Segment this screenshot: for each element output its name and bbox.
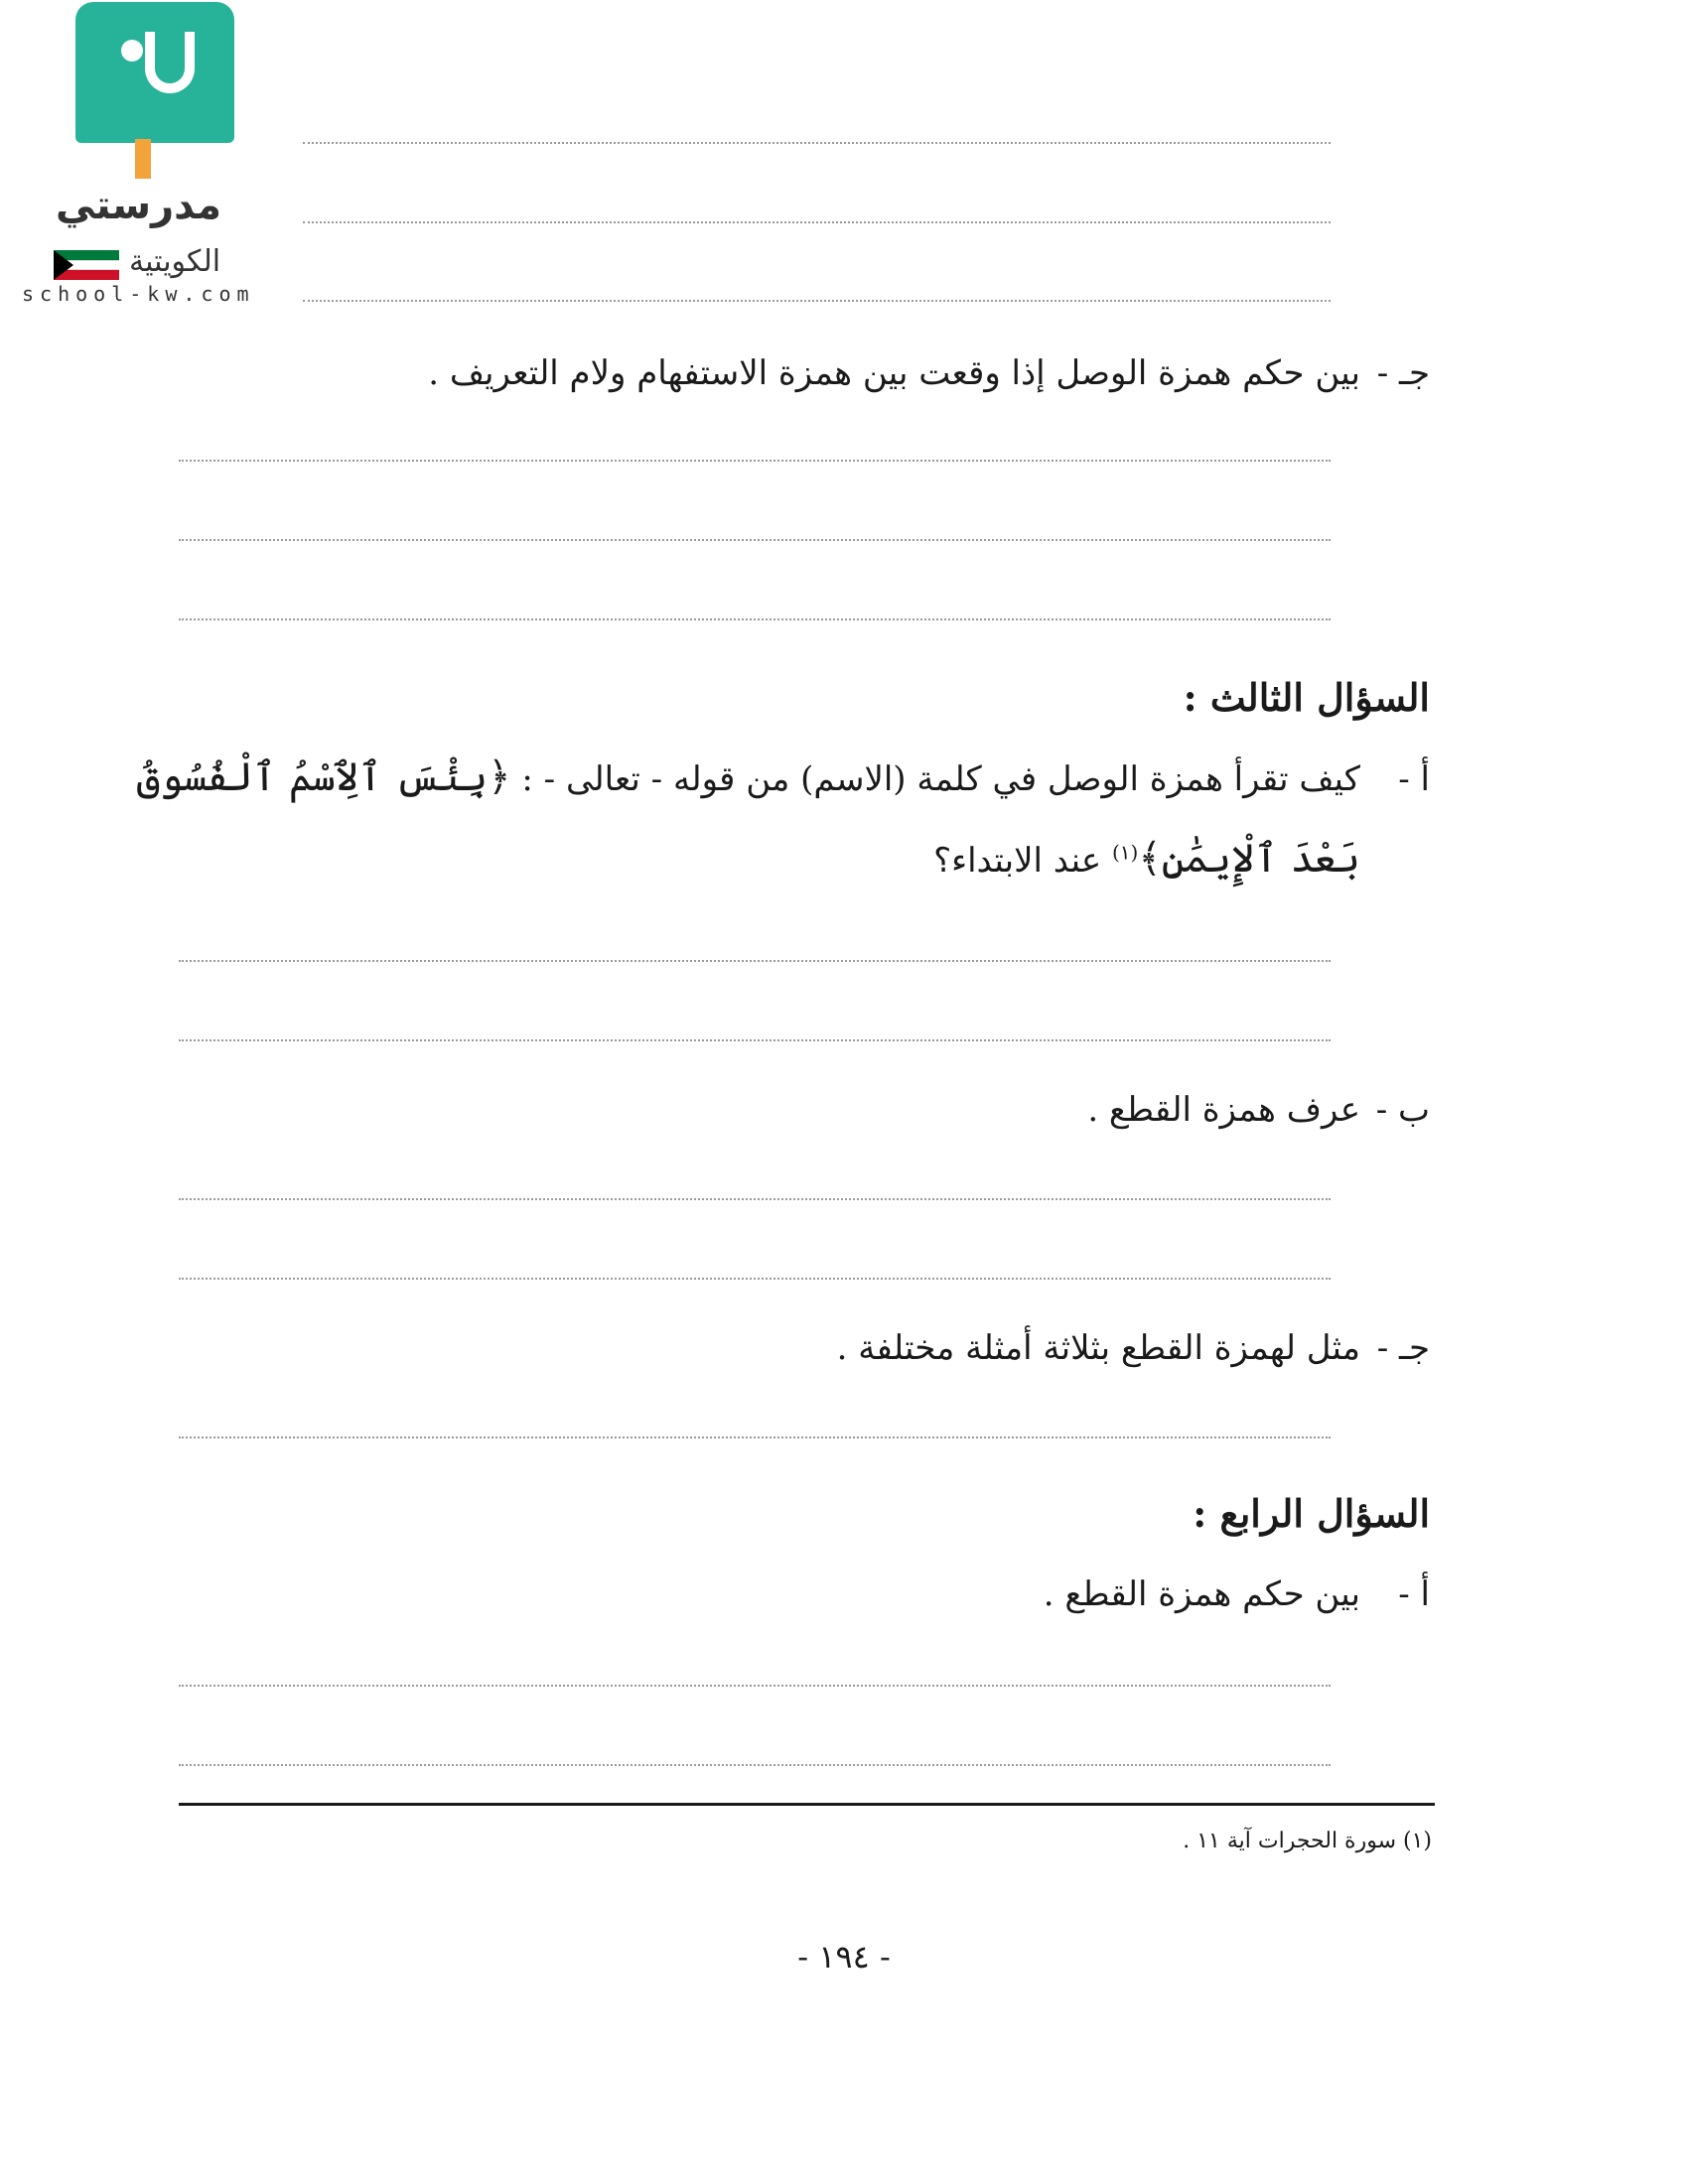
answer-line xyxy=(179,1039,1331,1041)
answer-line xyxy=(303,221,1331,223)
answer-line xyxy=(179,960,1331,962)
question-4a xyxy=(1044,1574,1430,1614)
question-3a xyxy=(137,754,1430,800)
question-3b xyxy=(1087,1090,1430,1130)
quran-verse: ﴿بِئْسَ ٱلِٱسْمُ ٱلْفُسُوقُ xyxy=(136,754,511,800)
answer-line xyxy=(179,1436,1331,1438)
answer-line xyxy=(179,539,1331,541)
answer-line xyxy=(179,618,1331,620)
question-letter: جـ - xyxy=(1376,1328,1430,1368)
footnote-ref: (١) xyxy=(1111,840,1139,865)
question-letter: ب - xyxy=(1375,1090,1430,1130)
question-letter: أ - xyxy=(1398,1574,1430,1614)
question-text: بين حكم همزة القطع . xyxy=(1043,1574,1360,1614)
question-letter: جـ - xyxy=(1376,353,1430,393)
question-3c xyxy=(837,1328,1430,1368)
kuwait-flag-icon xyxy=(54,250,119,280)
answer-line xyxy=(179,1764,1331,1766)
answer-line xyxy=(303,142,1331,144)
footnote-divider xyxy=(179,1803,1435,1806)
question-text: عند الابتداء؟ xyxy=(933,841,1102,881)
answer-line xyxy=(179,460,1331,462)
question-text: مثل لهمزة القطع بثلاثة أمثلة مختلفة . xyxy=(836,1328,1360,1368)
question-2c xyxy=(428,353,1430,393)
answer-line xyxy=(303,300,1331,302)
footnote: (١) سورة الحجرات آية ١١ . xyxy=(1183,1829,1432,1853)
question-text: عرف همزة القطع . xyxy=(1087,1090,1360,1130)
answer-line xyxy=(179,1198,1331,1200)
logo-ribbon xyxy=(135,139,151,179)
question-3a-continued xyxy=(933,836,1360,882)
question-text: كيف تقرأ همزة الوصل في كلمة (الاسم) من قوله - تعالى - : xyxy=(521,759,1360,799)
page-number: - ١٩٤ - xyxy=(797,1938,891,1976)
answer-line xyxy=(179,1278,1331,1280)
logo-country: الكويتية xyxy=(129,244,221,279)
quran-verse: بَعْدَ ٱلْإِيمَٰنِ﴾ xyxy=(1138,836,1360,882)
answer-line xyxy=(179,1685,1331,1687)
logo-smile-icon xyxy=(75,2,234,143)
question-3-title: السؤال الثالث : xyxy=(1183,675,1430,720)
question-4-title: السؤال الرابع : xyxy=(1193,1491,1430,1536)
logo-url: school-kw.com xyxy=(22,282,255,306)
logo-name: مدرستي xyxy=(56,183,222,228)
question-letter: أ - xyxy=(1398,759,1430,799)
question-text: بين حكم همزة الوصل إذا وقعت بين همزة الاستفهام ولام التعريف . xyxy=(428,353,1360,393)
